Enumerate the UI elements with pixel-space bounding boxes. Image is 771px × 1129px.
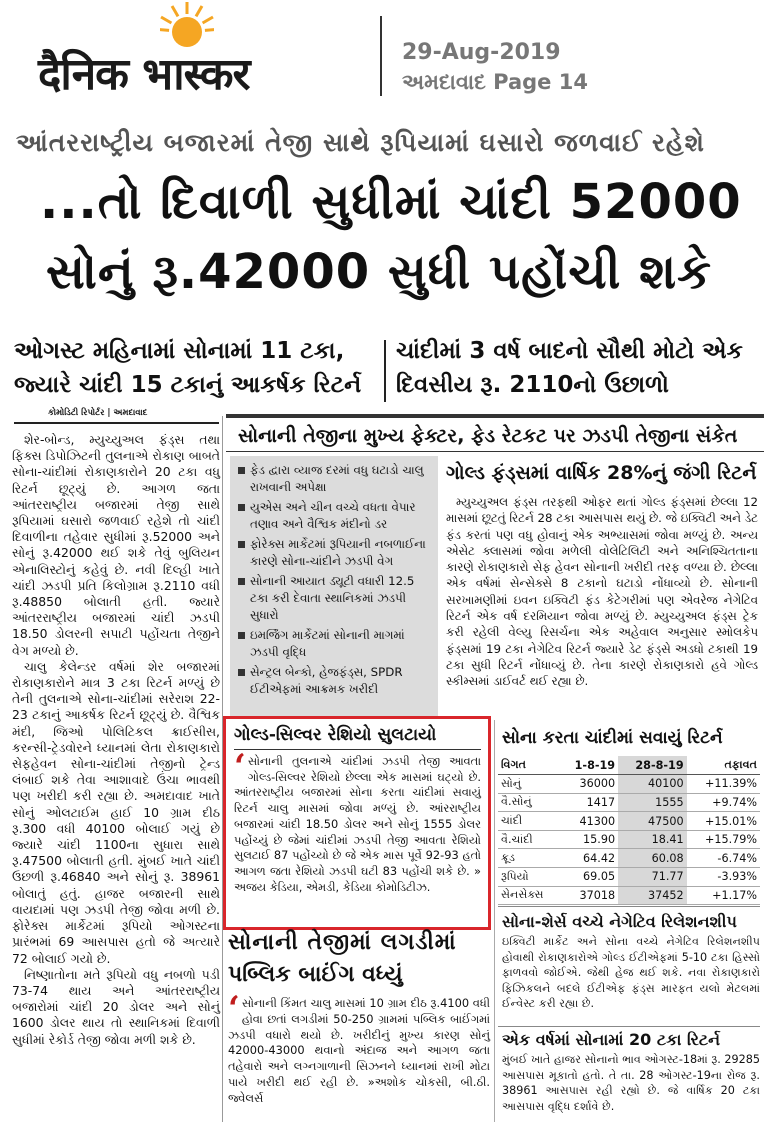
table-cell: 71.77 xyxy=(618,868,687,887)
left-article-paragraph: નિષ્ણાતોના મતે રૂપિયો વધુ નબળો પડી 73-74 થાય અને આંતરરાષ્ટ્રીય બજારોમાં ચાંદી 20 ડોલર અને સોનું 1600 ડોલર થાય તો સ્થાનિકમાં દિવાળી સુધીમાં રેકોર્ડ તેજી જોવા મળી શકે છે. xyxy=(12,966,220,1047)
quote-mark-icon: ‘ xyxy=(228,989,240,1029)
table-row xyxy=(498,812,760,831)
factor-item: ફોરેક્સ માર્કેટમાં રૂપિયાની નબળાઈના કારણે સોના-ચાંદીને ઝડપી વેગ xyxy=(238,536,430,570)
subhead-divider xyxy=(384,340,386,402)
column-header: વિગત xyxy=(498,756,559,775)
table-cell: 1417 xyxy=(559,793,618,812)
subhead-left-line1: ઓગસ્ટ મહિનામાં સોનામાં 11 ટકા, xyxy=(14,338,345,364)
table-cell: 60.08 xyxy=(618,849,687,868)
table-cell: 15.90 xyxy=(559,830,618,849)
table-row xyxy=(498,849,760,868)
table-row xyxy=(498,793,760,812)
yearly-return-heading: એક વર્ષમાં સોનામાં 20 ટકા રિટર્ન xyxy=(502,1030,721,1049)
gold-funds-heading: ગોલ્ડ ફંડ્સમાં વાર્ષિક 28%નું જંગી રિટર્ન xyxy=(446,462,757,484)
rural-heading-line1: સોનાની તેજીમાં લગડીમાં xyxy=(228,930,457,955)
factors-heading: સોનાની તેજીના મુખ્ય ફેક્ટર, ફેડ રેટકટ પર ઝડપી તેજીના સંકેત xyxy=(226,414,764,452)
ratio-highlight-box xyxy=(223,716,491,930)
table-header-row xyxy=(498,756,760,775)
factor-item: ફેડ દ્વારા વ્યાજ દરમાં વધુ ઘટાડો ચાલુ રાખવાની અપેક્ષા xyxy=(238,462,430,496)
table-cell: ચાંદી xyxy=(498,812,559,831)
left-article-paragraph: ચાલુ કેલેન્ડર વર્ષમાં શેર બજારમાં રોકાણકારોને માત્ર 3 ટકા રિટર્ન મળ્યું છે તેની તુલનાએ સોના-ચાંદીમાં સરેરાશ 22-23 ટકાનું આકર્ષક રિટર્ન છૂટ્યું છે. વૈશ્વિક મંદી, જિઓ પોલિટિકલ ક્રાઈસીસ, કરન્સી-ટ્રેડવોરને ધ્યાનમાં લેતા રોકાણકારો સેફહેવન સોના-ચાંદીમાં તેજીનો ટ્રેન્ડ લંબાઈ શકે તેવા આશાવાદે ઉંચા ભાવથી પણ ખરીદી કરી રહ્યા છે. અમદાવાદ ખાતે સોનું ઓલટાઈમ હાઈ 10 ગ્રામ દીઠ રૂ.300 વધી 40100 બોલાઈ ગયું છે જ્યારે ચાંદી 1100ના સુધારા સાથે રૂ.47500 બોલાતી હતી. મુંબઈ ખાતે ચાંદી ઉછળી રૂ.46840 અને સોનું રૂ. 38961 બોલાતું હતું. હાજર બજારની સાથે વાયદામાં પણ ઝડપી તેજી જોવા મળી છે. ફોરેક્સ માર્કેટમાં રૂપિયો ઓગસ્ટના પ્રારંભમાં 69 આસપાસ હતો જે અત્યારે 72 બોલાઈ ગયો છે. xyxy=(12,658,220,966)
table-cell: 37018 xyxy=(559,886,618,905)
subhead-right-line2: દિવસીય રૂ. 2110નો ઉછાળો xyxy=(396,372,669,398)
main-headline-line2: સોનું રૂ.42000 સુધી પહોંચી શકે xyxy=(46,244,712,300)
table-cell: +1.17% xyxy=(687,886,760,905)
column-header: 1-8-19 xyxy=(559,756,618,775)
table-cell: 69.05 xyxy=(559,868,618,887)
edition-page: અમદાવાદ Page 14 xyxy=(402,70,588,94)
factor-item: યુએસ અને ચીન વચ્ચે વધતા વેપાર તણાવ અને વૈશ્વિક મંદીનો ડર xyxy=(238,499,430,533)
table-cell: +9.74% xyxy=(687,793,760,812)
column-header: 28-8-19 xyxy=(618,756,687,775)
table-cell: 36000 xyxy=(559,775,618,794)
table-cell: 47500 xyxy=(618,812,687,831)
returns-table xyxy=(498,756,760,905)
yearly-return-body: મુંબઈ ખાતે હાજર સોનાનો ભાવ ઓગસ્ટ-18માં રૂ. 29285 આસપાસ મૂકાતો હતો. તે તા. 28 ઓગસ્ટ-19ના રોજ રૂ. 38961 આસપાસ રહી રહ્યો છે. જે વાર્ષિક 20 ટકા આસપાસ વૃદ્ધિ દર્શાવે છે. xyxy=(502,1053,761,1113)
section-rule xyxy=(498,906,760,907)
table-cell: -3.93% xyxy=(687,868,760,887)
rural-body: સોનાની કિંમત ચાલુ માસમાં 10 ગ્રામ દીઠ રૂ.4100 વધી હોવા છતાં લગડીમાં 50-250 ગ્રામમાં પબ્લિક બાઈંગમાં ઝડપી વધારો થયો છે. ખરીદીનું મુખ્ય કારણ સોનું 42000-43000 થવાનો અંદાજ અને આગળ જતા તહેવારો અને લગ્નગાળાની સિઝનને ધ્યાનમાં રાખી મોટા પાયે ખરીદી થઈ રહી છે. »અશોક ચોકસી, બી.ઠી. જ્વેલર્સ xyxy=(228,996,490,1105)
masthead-divider xyxy=(380,16,382,96)
table-cell: વૈ.સોનું xyxy=(498,793,559,812)
negative-relationship-heading: સોના-શેર્સ વચ્ચે નેગેટિવ રિલેશનશીપ xyxy=(502,912,737,931)
factor-item: ઇમર્જિંગ માર્કેટમાં સોનાની માગમાં ઝડપી વૃદ્ધિ xyxy=(238,627,430,661)
masthead xyxy=(0,0,771,112)
negative-relationship-body: ઇક્વિટી માર્કેટ અને સોના વચ્ચે નેગેટિવ રિલેશનશીપ હોવાથી રોકાણકારોએ ગોલ્ડ ઈટીએફમાં 5-10 ટકા હિસ્સો ફાળવવો જોઈએ. જેથી હેજ થઈ શકે. નવા રોકાણકારો ફિઝિકલને બદલે ઈટીએફ ફંડ્સ મારફત યલો મેટલમાં ઈન્વેસ્ટ કરી રહ્યા છે. xyxy=(502,935,760,1011)
table-cell: +15.79% xyxy=(687,830,760,849)
gold-funds-body xyxy=(446,494,758,690)
subhead-left-line2: જ્યારે ચાંદી 15 ટકાનું આકર્ષક રિટર્ન xyxy=(14,372,362,398)
table-cell: 41300 xyxy=(559,812,618,831)
factors-list xyxy=(238,462,430,698)
edition-date: 29-Aug-2019 xyxy=(402,40,561,65)
factor-item: સોનાની આયાત ડ્યૂટી વધારી 12.5 ટકા કરી દેવાતા સ્થાનિકમાં ઝડપી સુધારો xyxy=(238,573,430,624)
table-cell: સેનસેક્સ xyxy=(498,886,559,905)
ratio-title: ગોલ્ડ-સિલ્વર રેશિયો સુલટાયો xyxy=(234,725,481,750)
factor-item: સેન્ટ્રલ બેન્કો, હેજફંડ્સ, SPDR ઈટીએફમાં આક્રમક ખરીદી xyxy=(238,664,430,698)
table-cell: રૂપિયો xyxy=(498,868,559,887)
ratio-body-wrap xyxy=(234,747,481,895)
table-cell: સોનું xyxy=(498,775,559,794)
quote-mark-icon: ‘ xyxy=(234,747,246,787)
byline: કોમોડિટી રિપોર્ટર | અમદાવાદ xyxy=(48,408,148,418)
table-cell: +11.39% xyxy=(687,775,760,794)
table-cell: વૈ.ચાંદી xyxy=(498,830,559,849)
rural-heading-line2: પબ્લિક બાઈંગ વધ્યું xyxy=(228,962,403,987)
table-cell: 37452 xyxy=(618,886,687,905)
table-row xyxy=(498,830,760,849)
column-header: તફાવત xyxy=(687,756,760,775)
returns-table-heading: સોના કરતા ચાંદીમાં સવાયું રિટર્ન xyxy=(502,728,723,748)
table-cell: 1555 xyxy=(618,793,687,812)
newspaper-brand: दैनिक भास्कर xyxy=(38,49,250,100)
table-row xyxy=(498,868,760,887)
section-rule xyxy=(498,1026,760,1027)
factors-box xyxy=(230,456,438,718)
byline-rule xyxy=(14,422,219,424)
column-rule xyxy=(494,720,495,1122)
table-cell: 64.42 xyxy=(559,849,618,868)
gold-funds-paragraph: મ્યુચ્યુઅલ ફંડ્સ તરફથી ઓફર થતાં ગોલ્ડ ફંડ્સમાં છેલ્લા 12 માસમાં છૂટતું રિટર્ન 28 ટકા આસપાસ થયું છે. જે ઇક્વિટી અને ડેટ ફંડ કરતાં પણ વધુ હોવાનું એક અભ્યાસમાં જોવા મળ્યું છે. અન્ય એસેટ ક્લાસમાં જોવા મળેલી વોલેટિલિટી અને અનિશ્ચિતતાના કારણે રોકાણકારો સેફ હેવન સોનાની ખરીદી તરફ વળ્યા છે. છેલ્લા એક વર્ષમાં સેન્સેક્સે 8 ટકાનો ઘટાડો નોંધાવ્યો છે. સોનાની સરખામણીમાં ઇવન ઇક્વિટી ફંડ કેટેગરીમાં પણ એવરેજ નેગેટિવ રિટર્ન એક વર્ષ દરમિયાન જોવા મળ્યું છે. મ્યુચ્યુઅલ ફંડ્સ ટ્રેક કરી રહેલી વેલ્યુ રિસર્ચના એક અહેવાલ અનુસાર સ્મોલકેપ ફંડ્સમાં 19 ટકા નેગેટિવ રિટર્ન જ્યારે ડેટ ફંડ્સે અડધો ટકાથી 19 ટકા સુધી રિટર્ન નોંધાવ્યું છે. તેના કારણે રોકાણકારો હવે ગોલ્ડ સ્કીમ્સમાં ડાઈવર્ટ થઈ રહ્યા છે. xyxy=(446,495,758,689)
table-row xyxy=(498,886,760,905)
left-article-paragraph: શેર-બોન્ડ, મ્યુચ્યુઅલ ફંડ્સ તથા ફિક્સ ડિપોઝિટની તુલનાએ રોકાણ બાબતે સોના-ચાંદીમાં રોકાણકારોને 20 ટકા વધુ રિટર્ન છૂટ્યું છે. આગળ જતા આંતરરાષ્ટ્રીય બજારમાં તેજી સાથે રૂપિયામાં ઘસારો જળવાઈ રહેશે તો ચાંદી દિવાળીના તહેવાર સુધીમાં રૂ.52000 અને સોનું રૂ.42000 થઈ શકે તેવું બુલિયન એનાલિસ્ટોનું કહેવું છે. નવી દિલ્હી ખાતે ચાંદી ઝડપી પ્રતિ કિલોગ્રામ રૂ.2110 વધી રૂ.48850 બોલાતી હતી. જ્યારે આંતરરાષ્ટ્રીય બજારમાં ચાંદી ઝડપી 18.50 ડોલરની સપાટી પહોંચતા તેજીને વેગ મળ્યો છે. xyxy=(12,432,220,658)
ratio-body: સોનાની તુલનાએ ચાંદીમાં ઝડપી તેજી આવતા ગોલ્ડ-સિલ્વર રેશિયો છેલ્લા એક માસમાં ઘટ્યો છે. આંતરરાષ્ટ્રીય બજારમાં સોના કરતા ચાંદીમાં સવાયું રિટર્ન ચાલુ માસમાં જોવા મળ્યું છે. આંરરાષ્ટ્રીય બજારમાં ચાંદી 18.50 ડોલર અને સોનું 1555 ડોલર પહોંચ્યું છે જેમાં ચાંદીમાં ઝડપી તેજી આવતા રેશિયો સુલટાઈ 87 પહોંચ્યો છે જે એક માસ પૂર્વે 92-93 હતો આગળ જતા રેશિયો ઝડપી ઘટી 83 પહોંચી શકે છે. » અજય કેડિયા, એમડી, કેડિયા કોમોડિટીઝ. xyxy=(234,754,481,894)
kicker-headline: આંતરરાષ્ટ્રીય બજારમાં તેજી સાથે રૂપિયામાં ઘસારો જળવાઈ રહેશે xyxy=(16,128,705,157)
left-article-column xyxy=(12,432,220,1048)
main-headline-line1: ...તો દિવાળી સુધીમાં ચાંદી 52000 xyxy=(40,174,742,230)
table-cell: -6.74% xyxy=(687,849,760,868)
table-cell: 40100 xyxy=(618,775,687,794)
rural-body-wrap xyxy=(228,989,490,1107)
table-cell: +15.01% xyxy=(687,812,760,831)
subhead-right-line1: ચાંદીમાં 3 વર્ષ બાદનો સૌથી મોટો એક xyxy=(396,338,743,364)
table-cell: 18.41 xyxy=(618,830,687,849)
table-row xyxy=(498,775,760,794)
table-cell: ક્રૂડ xyxy=(498,849,559,868)
